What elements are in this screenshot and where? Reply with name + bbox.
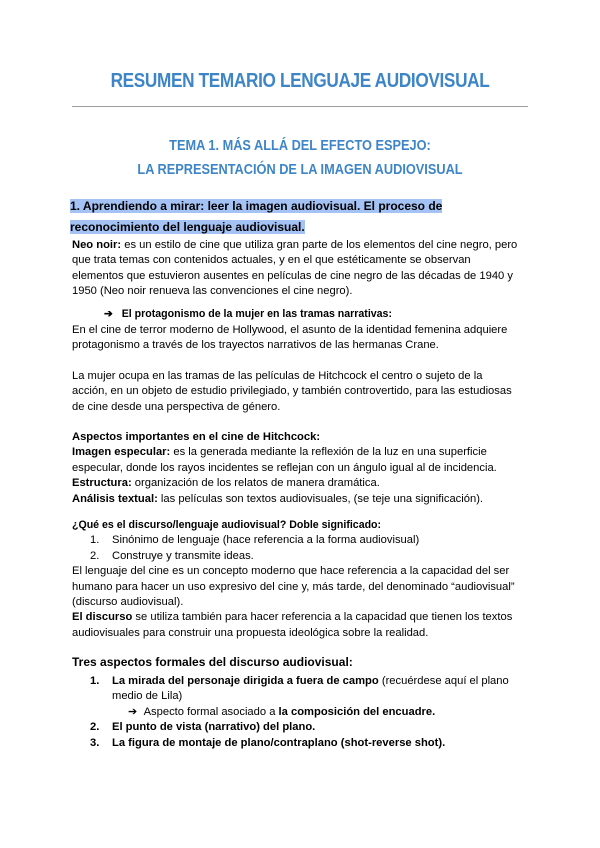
hitchcock-text: La mujer ocupa en las tramas de las películas de Hitchcock el centro o sujeto de la acción, en un objeto de estudio privilegiado, y también controvertido, para las estudiosas de cine desde una perspectiva de género.	[72, 370, 512, 413]
list-item: 1. Sinónimo de lenguaje (hace referencia a la forma audiovisual)	[90, 534, 420, 547]
terror-paragraph	[72, 323, 520, 354]
lenguaje-paragraph: El lenguaje del cine es un concepto moderno que hace referencia a la capacidad del ser humano para hacer un uso expresivo del cine y, más tarde, del denominado “audiovisual” (discurso audiovisual).	[72, 565, 515, 609]
tema-line-2: LA REPRESENTACIÓN DE LA IMAGEN AUDIOVISUAL	[137, 162, 463, 178]
list-item: 3. La figura de montaje de plano/contraplano (shot-reverse shot).	[90, 736, 446, 749]
terror-text: En el cine de terror moderno de Hollywood, el asunto de la identidad femenina adquiere protagonismo a través de los trayectos narrativos de las hermanas Crane.	[72, 324, 508, 352]
tema-heading	[99, 134, 500, 182]
aspectos-heading: Aspectos importantes en el cine de Hitchcock:	[72, 431, 321, 443]
neo-noir-term: Neo noir:	[72, 239, 122, 251]
list-item: 2. El punto de vista (narrativo) del plano.	[90, 721, 316, 734]
list-item: 1. La mirada del personaje dirigida a fuera de campo (recuérdese aquí el plano medio de Lila)	[90, 675, 509, 703]
title-divider	[72, 106, 528, 107]
neo-noir-paragraph	[72, 238, 520, 300]
neo-noir-text: es un estilo de cine que utiliza gran parte de los elementos del cine negro, pero que trata temas con contenidos actuales, y en el que estéticamente se observan elementos que estuvieron ausentes en películas de cine negro de las décadas de 1940 y 1950 (Neo noir renueva las convenciones el cine negro).	[72, 239, 518, 298]
arrow-heading	[104, 307, 392, 322]
arrow-right-icon: ➔	[128, 705, 138, 718]
section-1-heading	[70, 196, 510, 238]
aspectos-block	[72, 430, 520, 507]
tres-list	[90, 674, 520, 751]
document-title: RESUMEN TEMARIO LENGUAJE AUDIOVISUAL	[110, 70, 490, 92]
estructura-text: organización de los relatos de manera dramática.	[131, 477, 380, 490]
analisis-text: las películas son textos audiovisuales, (se teje una significación).	[157, 492, 484, 505]
arrow-right-icon: ➔	[104, 308, 113, 320]
discurso-text: se utiliza también para hacer referencia a la capacidad que tienen los textos audiovisuales para construir una propuesta ideológica sobre la realidad.	[72, 611, 513, 639]
sub-list-item: ➔ Aspecto formal asociado a la composición del encuadre.	[128, 705, 436, 718]
tema-line-1: TEMA 1. MÁS ALLÁ DEL EFECTO ESPEJO:	[169, 138, 431, 154]
arrow-heading-text: El protagonismo de la mujer en las tramas narrativas:	[121, 308, 392, 320]
list-item: 2. Construye y transmite ideas.	[90, 549, 254, 562]
hitchcock-paragraph	[72, 369, 520, 415]
imagen-term: Imagen especular:	[72, 446, 171, 459]
discurso-term: El discurso	[72, 611, 133, 624]
tres-heading: Tres aspectos formales del discurso audiovisual:	[72, 655, 353, 669]
section-1-heading-text: 1. Aprendiendo a mirar: leer la imagen audiovisual. El proceso de reconocimiento del lenguaje audiovisual.	[70, 199, 443, 234]
estructura-term: Estructura:	[72, 477, 132, 490]
discurso-heading: ¿Qué es el discurso/lenguaje audiovisual? Doble significado:	[72, 519, 382, 531]
discurso-block	[72, 518, 520, 641]
imagen-text: es la generada mediante la reflexión de la luz en una superficie especular, donde los rayos incidentes se reflejan con un ángulo igual al de incidencia.	[72, 446, 497, 474]
analisis-term: Análisis textual:	[72, 492, 158, 505]
discurso-list	[72, 533, 520, 564]
